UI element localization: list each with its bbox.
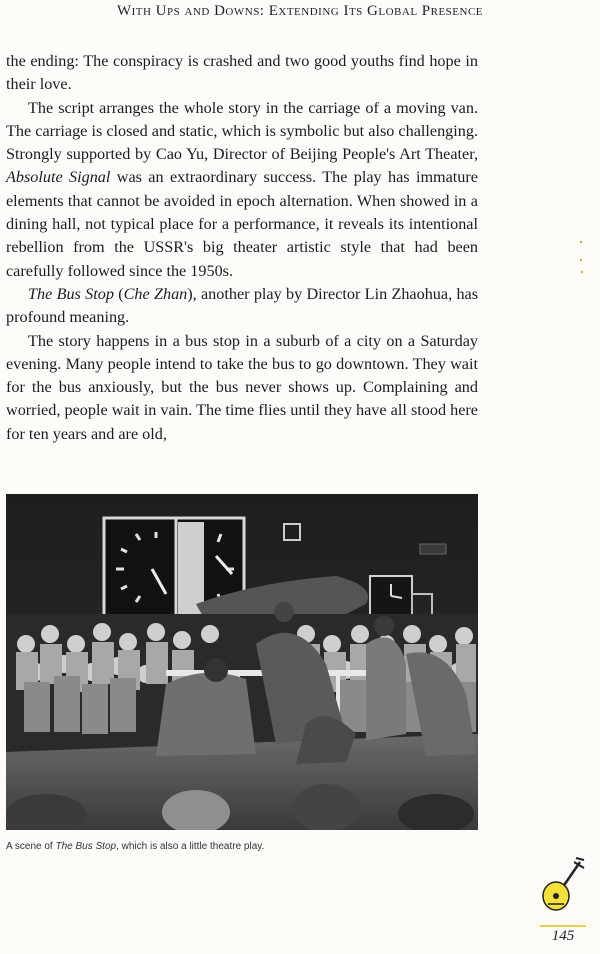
stage-photo xyxy=(6,494,478,830)
page-number: 145 xyxy=(551,928,575,944)
caption-text: A scene of xyxy=(6,841,56,852)
running-head: With Ups and Downs: Extending Its Global Presence xyxy=(116,3,484,19)
native-title: Che Zhan xyxy=(123,284,188,303)
footer-rule xyxy=(540,925,586,927)
play-title: Absolute Signal xyxy=(6,168,111,187)
paragraph-text: The play has immature elements that cannot be avoided in epoch alternation. When showed in a dining hall, not typical place for a performance, it reveals its intentional rebellion from the USSR's big theater artistic style that had been carefully followed since the 1950s. xyxy=(6,168,478,280)
caption-title: The Bus Stop xyxy=(55,841,117,852)
body-text xyxy=(6,50,478,446)
figure-caption xyxy=(6,841,526,852)
paragraph-text: ), another play by Director Lin Zhaohua, xyxy=(187,284,453,303)
margin-mark-icon xyxy=(578,238,584,278)
paragraph xyxy=(6,283,478,330)
caption-text: , which is also a little theatre play. xyxy=(116,841,265,852)
paragraph-text: has profound meaning. xyxy=(6,284,479,327)
paragraph xyxy=(6,97,478,283)
paragraph: The story happens in a bus stop in a suburb of a city on a Saturday evening. Many people intend to take the bus to go downtown. They wait for the bus anxiously, but the bus never shows up. Complaining and worried, people wait in vain. The time flies until they have all stood here for ten years and are old, xyxy=(6,331,478,443)
pipa-lute-icon xyxy=(540,856,588,912)
stage-photo-illustration xyxy=(6,494,478,830)
paragraph-text: ( xyxy=(113,284,124,303)
paragraph-text: The script arranges the whole story in the carriage of a moving van. The carriage is closed and static, which is symbolic but also challenging. Strongly supported by Cao Yu, Director of Beijing People's Art Theater, xyxy=(6,98,478,164)
play-title: The Bus Stop xyxy=(28,284,114,303)
paragraph-text: was an extraordinary success. xyxy=(110,168,317,187)
paragraph: the ending: The conspiracy is crashed and two good youths find hope in their love. xyxy=(6,52,478,94)
